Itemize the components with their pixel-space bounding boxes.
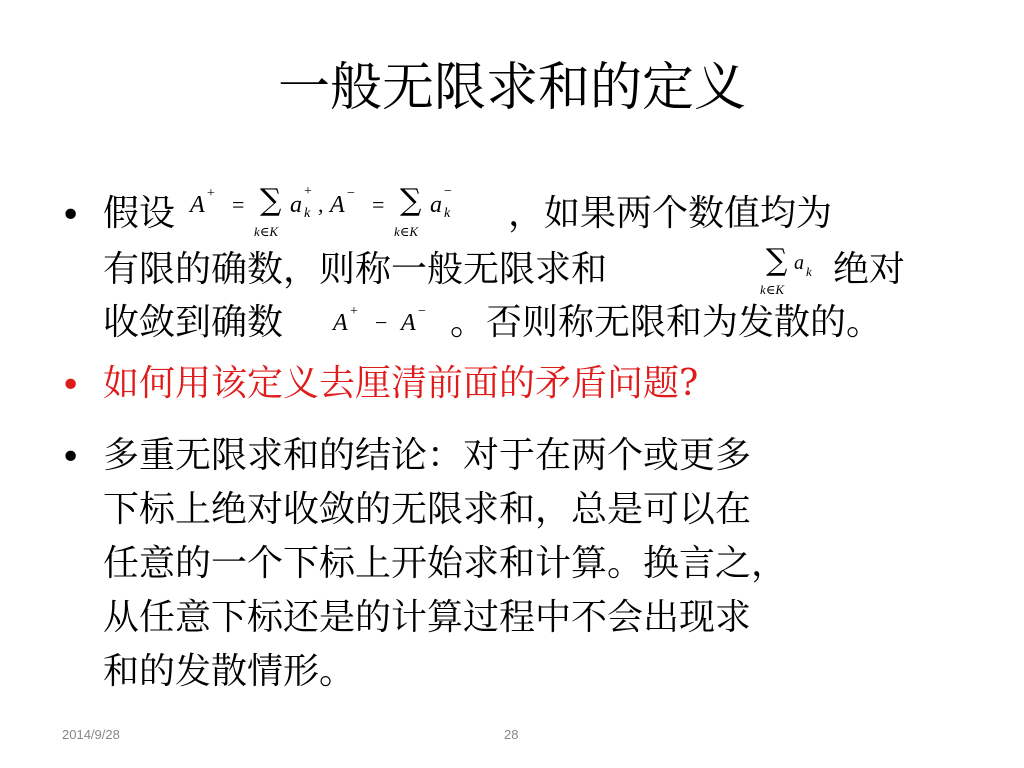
formula-a-plus-minus-a-minus: A + − A − xyxy=(333,304,426,336)
slide-title: 一般无限求和的定义 xyxy=(277,58,746,118)
bullet3-line5: 和的发散情形。 xyxy=(103,651,356,692)
bullet-dot: • xyxy=(60,195,82,236)
bullet1-line1-start: 假设 xyxy=(103,193,176,234)
bullet3-line1: 多重无限求和的结论：对于在两个或更多 xyxy=(103,435,752,476)
bullet3-line2: 下标上绝对收敛的无限求和，总是可以在 xyxy=(103,489,752,530)
bullet3-line3: 任意的一个下标上开始求和计算。换言之， xyxy=(103,543,788,584)
bullet1-line2-start: 有限的确数，则称一般无限求和 xyxy=(103,249,608,290)
bullet1-line2-end: 绝对 xyxy=(833,249,906,290)
footer-date: 2014/9/28 xyxy=(62,727,120,742)
bullet3-line4: 从任意下标还是的计算过程中不会出现求 xyxy=(103,597,752,638)
bullet1-line3-start: 收敛到确数 xyxy=(103,302,284,343)
bullet1-line3-end: 。否则称无限和为发散的。 xyxy=(450,302,883,343)
bullet1-line1-end: ，如果两个数值均为 xyxy=(508,193,833,234)
bullet2-question: 如何用该定义去厘清前面的矛盾问题? xyxy=(103,363,699,404)
formula-a-plus-a-minus: A + = ∑ k∈K a + k , A − = ∑ k∈K a − k xyxy=(190,183,452,239)
bullet-dot: • xyxy=(60,365,82,406)
formula-sum-a-k: ∑ k∈K a k xyxy=(760,243,812,297)
footer-page-number: 28 xyxy=(504,727,519,742)
bullet-dot: • xyxy=(60,437,82,478)
